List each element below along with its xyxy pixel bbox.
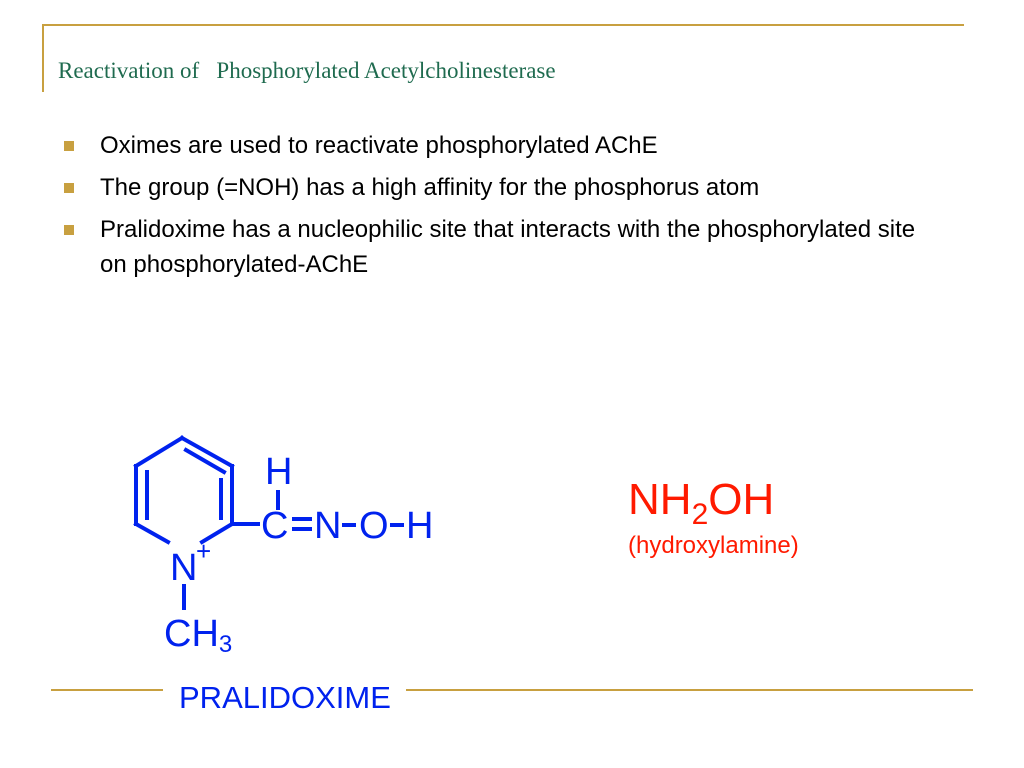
atom-o: O [359, 505, 389, 547]
bullet-text: Oximes are used to reactivate phosphorylated AChE [100, 132, 658, 159]
ring-n-charge: + [196, 536, 212, 566]
atom-n: N [314, 505, 342, 547]
slide-title-part1: Reactivation of [58, 58, 200, 83]
atom-c: C [261, 505, 289, 547]
pyridinium-ring [136, 438, 232, 542]
square-bullet-icon [64, 141, 74, 151]
square-bullet-icon [64, 225, 74, 235]
pralidoxime-structure [120, 420, 450, 660]
atom-ring-n: N [170, 547, 198, 589]
bullet-item [64, 212, 944, 282]
atom-labels [164, 451, 433, 658]
divider-left [51, 689, 163, 691]
divider-right [406, 689, 973, 691]
formula-subscript: 2 [691, 498, 709, 531]
title-frame-top [42, 24, 964, 26]
hydroxylamine-name: (hydroxylamine) [628, 532, 799, 559]
title-frame-left [42, 24, 44, 92]
slide-title-part2: Phosphorylated Acetylcholinesterase [216, 58, 556, 83]
atom-h-end: H [406, 505, 434, 547]
atom-h-top: H [265, 451, 293, 493]
slide-title [58, 58, 556, 84]
atom-ch3 [164, 613, 232, 658]
formula-nh: NH [628, 475, 692, 524]
ch3-c: CH [164, 613, 219, 655]
bullet-list [64, 128, 944, 289]
hydroxylamine-formula [628, 474, 774, 531]
formula-oh: OH [708, 475, 775, 524]
bullet-text: Pralidoxime has a nucleophilic site that interacts with the phosphorylated site on phosphorylated-AChE [100, 216, 916, 278]
bullet-text: The group (=NOH) has a high affinity for the phosphorus atom [100, 174, 760, 201]
ch3-subscript: 3 [218, 631, 233, 658]
square-bullet-icon [64, 183, 74, 193]
bullet-item [64, 128, 944, 163]
bullet-item [64, 170, 944, 205]
pralidoxime-caption: PRALIDOXIME [179, 680, 391, 715]
